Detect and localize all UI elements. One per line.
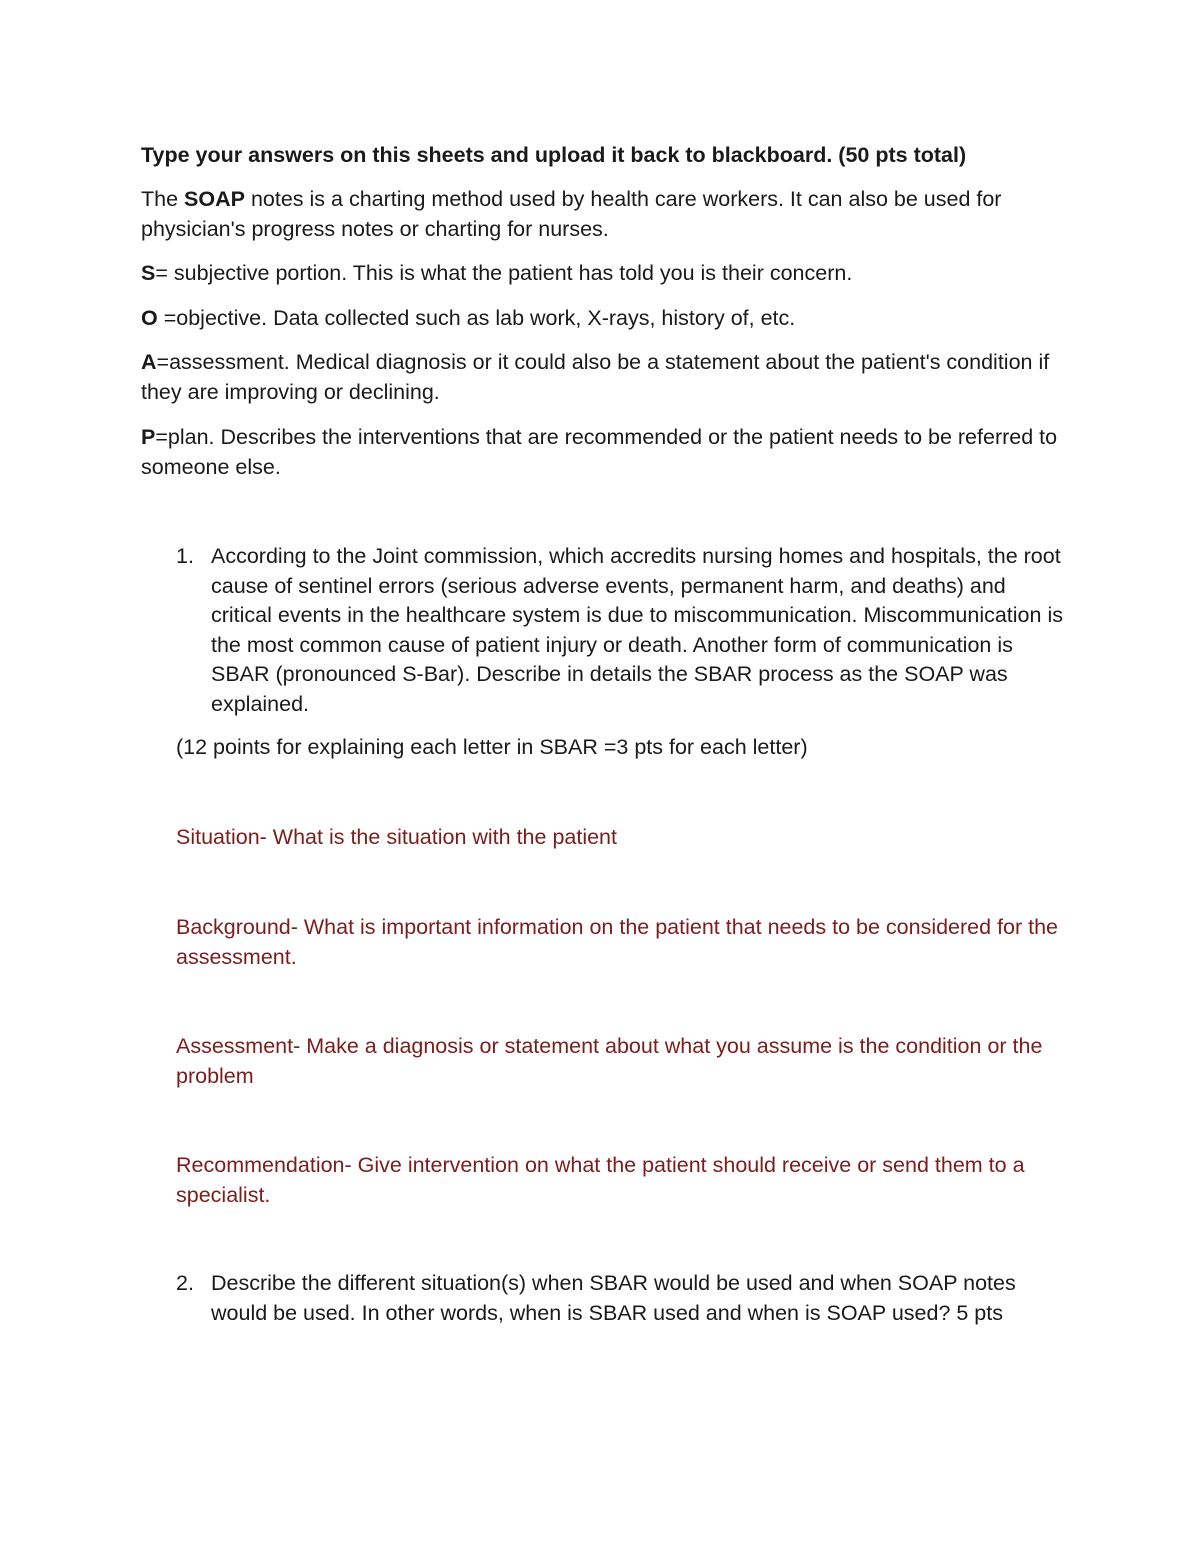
definition-text: =plan. Describes the interventions that are recommended or the patient needs to be referred to someone else. [141, 425, 1058, 479]
definition-p [141, 423, 1071, 482]
definition-letter: P [141, 425, 156, 449]
definition-text: =objective. Data collected such as lab work, X-rays, history of, etc. [157, 306, 796, 330]
answer-situation: Situation- What is the situation with the patient [176, 825, 617, 849]
question-1-text: According to the Joint commission, which accredits nursing homes and hospitals, the root cause of sentinel errors (serious adverse events, permanent harm, and deaths) and critical events in the healthcare system is due to miscommunication. Miscommunication is the most common cause of patient injury or death. Another form of communication is SBAR (pronounced S-Bar). Describe in details the SBAR process as the SOAP was explained. [211, 544, 1063, 716]
intro-rest: notes is a charting method used by health care workers. It can also be used for physician's progress notes or charting for nurses. [141, 187, 1002, 241]
definition-text: =assessment. Medical diagnosis or it could also be a statement about the patient's condition if they are improving or declining. [141, 350, 1050, 404]
points-note: (12 points for explaining each letter in SBAR =3 pts for each letter) [176, 735, 808, 759]
intro-paragraph [141, 185, 1071, 244]
question-2-text: Describe the different situation(s) when SBAR would be used and when SOAP notes would be used. In other words, when is SBAR used and when is SOAP used? 5 pts [211, 1271, 1016, 1325]
definition-o [141, 304, 1071, 334]
definition-s [141, 259, 1071, 289]
definition-a [141, 348, 1071, 407]
answer-recommendation: Recommendation- Give intervention on what the patient should receive or send them to a specialist. [176, 1153, 1025, 1207]
definition-letter: S [141, 261, 156, 285]
question-1-number: 1. [176, 544, 194, 568]
question-2-number: 2. [176, 1271, 194, 1295]
answer-assessment: Assessment- Make a diagnosis or statement about what you assume is the condition or the problem [176, 1034, 1043, 1088]
page-heading: Type your answers on this sheets and upload it back to blackboard. (50 pts total) [141, 143, 967, 167]
definition-letter: A [141, 350, 157, 374]
intro-bold-soap: SOAP [184, 187, 245, 211]
definition-letter: O [141, 306, 158, 330]
answer-background: Background- What is important information on the patient that needs to be considered for the assessment. [176, 915, 1059, 969]
intro-prefix: The [141, 187, 185, 211]
definition-text: = subjective portion. This is what the patient has told you is their concern. [155, 261, 853, 285]
